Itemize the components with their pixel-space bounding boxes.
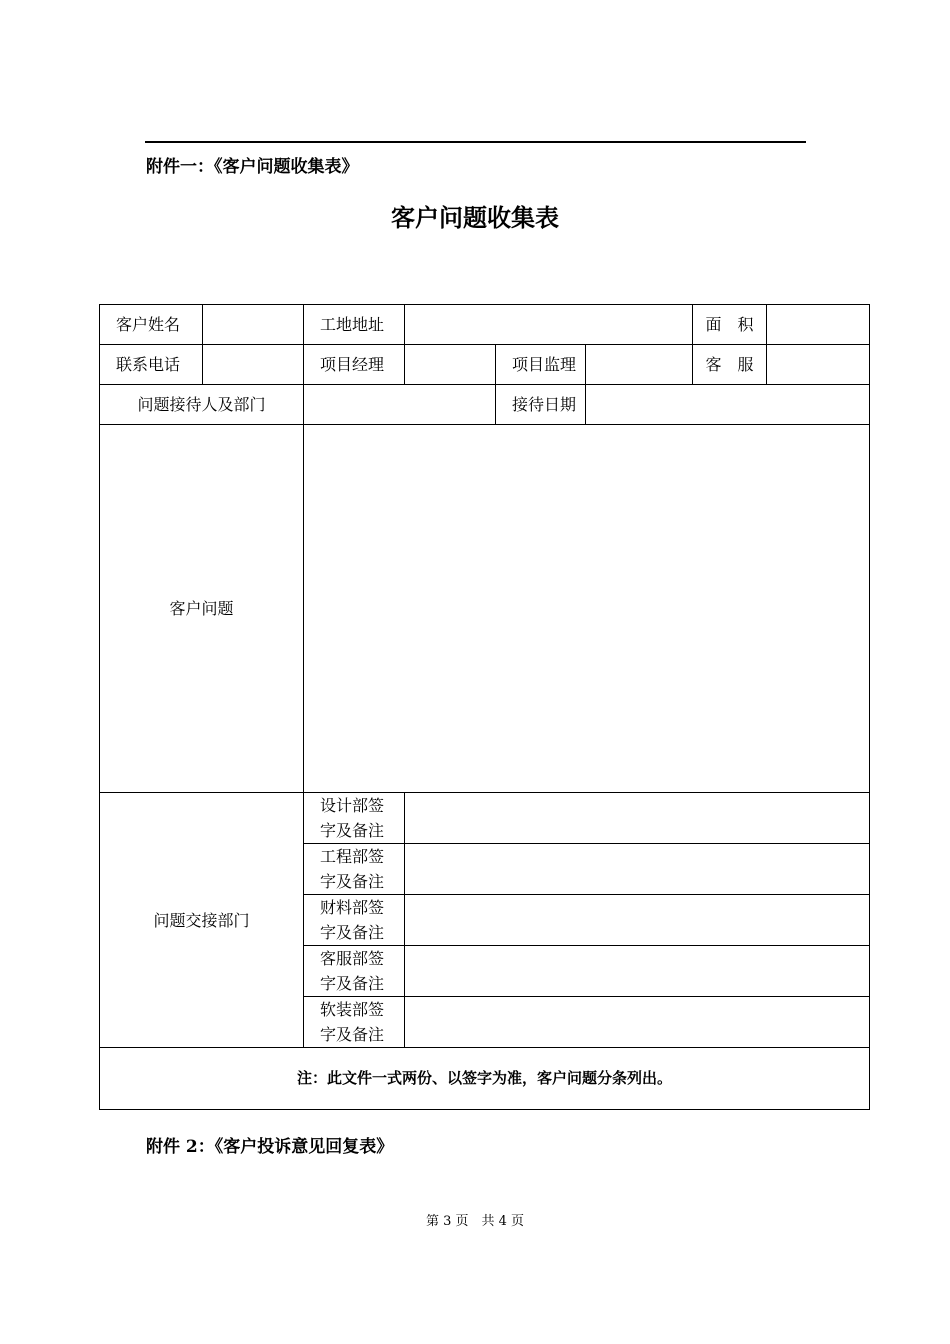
signoff-label-line1: 软装部签 — [320, 1000, 385, 1019]
phone-field[interactable] — [203, 345, 304, 385]
signoff-label-line1: 财料部签 — [320, 898, 385, 917]
customer-issue-field[interactable] — [304, 425, 870, 793]
form-note: 注：此文件一式两份、以签字为准，客户问题分条列出。 — [100, 1048, 870, 1110]
receiver-dept-label: 问题接待人及部门 — [100, 385, 304, 425]
project-supervisor-field[interactable] — [586, 345, 693, 385]
area-label: 面 积 — [693, 305, 767, 345]
attachment-2-heading: 附件 2：《客户投诉意见回复表》 — [146, 1137, 394, 1157]
signoff-label-line1: 设计部签 — [320, 796, 385, 815]
signoff-label-service — [304, 946, 405, 997]
customer-issue-label: 客户问题 — [100, 425, 304, 793]
reception-date-label: 接待日期 — [496, 385, 586, 425]
signoff-label-soft-decor — [304, 997, 405, 1048]
phone-label: 联系电话 — [100, 345, 203, 385]
site-address-field[interactable] — [405, 305, 693, 345]
reception-date-field[interactable] — [586, 385, 870, 425]
signoff-label-line2: 字及备注 — [320, 974, 385, 993]
form-row-2 — [100, 345, 870, 385]
form-title: 客户问题收集表 — [391, 203, 559, 232]
signoff-label-line1: 工程部签 — [320, 847, 385, 866]
signoff-label-line2: 字及备注 — [320, 1025, 385, 1044]
receiver-dept-field[interactable] — [304, 385, 496, 425]
signoff-field-engineering[interactable] — [405, 844, 870, 895]
project-manager-field[interactable] — [405, 345, 496, 385]
customer-service-label: 客 服 — [693, 345, 767, 385]
attachment-1-heading: 附件一：《客户问题收集表》 — [146, 157, 359, 177]
signoff-field-service[interactable] — [405, 946, 870, 997]
customer-name-label: 客户姓名 — [100, 305, 203, 345]
signoff-field-soft-decor[interactable] — [405, 997, 870, 1048]
customer-issue-form — [99, 304, 870, 1110]
form-row-issue — [100, 425, 870, 793]
project-manager-label: 项目经理 — [304, 345, 405, 385]
form-row-1 — [100, 305, 870, 345]
signoff-field-design[interactable] — [405, 793, 870, 844]
signoff-label-line2: 字及备注 — [320, 923, 385, 942]
header-rule — [145, 141, 806, 143]
customer-service-field[interactable] — [767, 345, 870, 385]
signoff-label-design — [304, 793, 405, 844]
handover-dept-label: 问题交接部门 — [100, 793, 304, 1048]
form-row-3 — [100, 385, 870, 425]
site-address-label: 工地地址 — [304, 305, 405, 345]
form-note-row — [100, 1048, 870, 1110]
signoff-label-line2: 字及备注 — [320, 821, 385, 840]
project-supervisor-label: 项目监理 — [496, 345, 586, 385]
signoff-label-line1: 客服部签 — [320, 949, 385, 968]
signoff-field-materials[interactable] — [405, 895, 870, 946]
signoff-row — [100, 793, 870, 844]
page-footer — [0, 1212, 950, 1232]
customer-name-field[interactable] — [203, 305, 304, 345]
area-field[interactable] — [767, 305, 870, 345]
signoff-label-engineering — [304, 844, 405, 895]
page-number: 第 3 页 共 4 页 — [425, 1214, 525, 1229]
signoff-label-materials — [304, 895, 405, 946]
signoff-label-line2: 字及备注 — [320, 872, 385, 891]
